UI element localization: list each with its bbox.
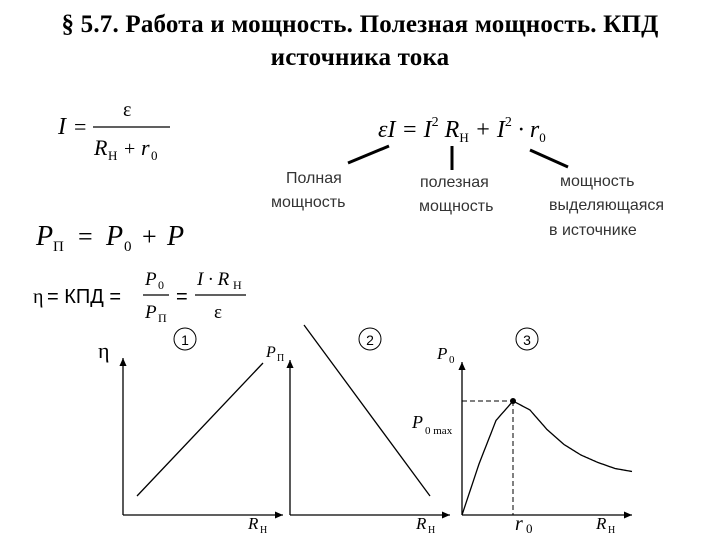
chart-2-y-sub: П xyxy=(277,353,285,364)
label-full-2: мощность xyxy=(271,194,346,211)
chart-1-number: 1 xyxy=(181,332,189,348)
sum-p-sub: П xyxy=(53,239,64,255)
chart-2-series-line xyxy=(304,325,430,496)
sum-equals: = xyxy=(78,222,93,251)
chart-1 xyxy=(98,328,283,536)
power-formula-text: $\varepsilon I = I^2$ $R_Н + I^2 \cdot r_0$ xyxy=(378,115,546,145)
eff-eq2: = xyxy=(176,286,188,308)
current-den-r0-sub: 0 xyxy=(151,148,158,163)
current-den-r-sub: Н xyxy=(108,148,118,163)
current-equals: = xyxy=(74,114,87,139)
current-den-r: R xyxy=(94,135,108,160)
chart-3 xyxy=(411,328,632,536)
chart-3-y-sub: 0 xyxy=(449,354,455,366)
chart-3-r0-sub: 0 xyxy=(526,521,533,536)
chart-3-max-sub: 0 max xyxy=(425,425,453,437)
label-useful-2: мощность xyxy=(419,198,494,215)
chart-2-number: 2 xyxy=(366,332,374,348)
chart-3-x-sub: Н xyxy=(608,525,616,536)
eff-eta: η xyxy=(33,286,44,308)
title-line-2: источника тока xyxy=(270,44,450,71)
chart-2-y-label: P xyxy=(266,344,276,361)
eff-frac1-num-sub: 0 xyxy=(158,278,164,292)
eff-frac2-num: I · R xyxy=(197,269,230,290)
chart-3-x-label: R xyxy=(596,514,607,533)
chart-3-number: 3 xyxy=(523,332,531,348)
sum-plus: + xyxy=(142,222,157,251)
chart-3-r0-label: r xyxy=(515,513,523,535)
chart-2-x-label: R xyxy=(416,514,427,533)
label-source-2: выделяющаяся xyxy=(549,197,665,214)
title-line-1: § 5.7. Работа и мощность. Полезная мощность. КПД xyxy=(61,11,659,38)
label-source-3: в источнике xyxy=(549,222,637,239)
sum-p0-sub: 0 xyxy=(124,239,132,255)
chart-2-x-sub: Н xyxy=(428,525,436,536)
eff-frac2-den: ε xyxy=(214,302,222,323)
eff-frac2-num-sub: Н xyxy=(233,278,242,292)
label-useful-1: полезная xyxy=(420,174,489,191)
chart-3-max-label: P xyxy=(412,412,423,432)
current-den-r0: r xyxy=(141,135,150,160)
label-full-1: Полная xyxy=(286,170,342,187)
chart-3-series-curve xyxy=(462,401,632,515)
chart-1-y-label: η xyxy=(98,338,110,363)
chart-1-series-line xyxy=(137,363,263,496)
current-numerator: ε xyxy=(123,99,132,121)
chart-1-x-label: R xyxy=(248,514,259,533)
current-lhs: I xyxy=(58,114,66,140)
eff-frac1-num: P xyxy=(145,269,157,290)
current-den-plus: + xyxy=(124,138,136,160)
eff-frac1-den: P xyxy=(145,302,157,323)
eff-frac1-den-sub: П xyxy=(158,311,167,325)
sum-p2: P xyxy=(167,221,185,252)
chart-3-max-point xyxy=(510,398,516,404)
label-source-1: мощность xyxy=(560,173,635,190)
sum-p: P xyxy=(36,221,54,252)
chart-1-x-sub: Н xyxy=(260,525,268,536)
eff-kpd: = КПД = xyxy=(47,286,122,308)
chart-3-y-label: P xyxy=(437,344,448,363)
sum-p0: P xyxy=(106,221,124,252)
